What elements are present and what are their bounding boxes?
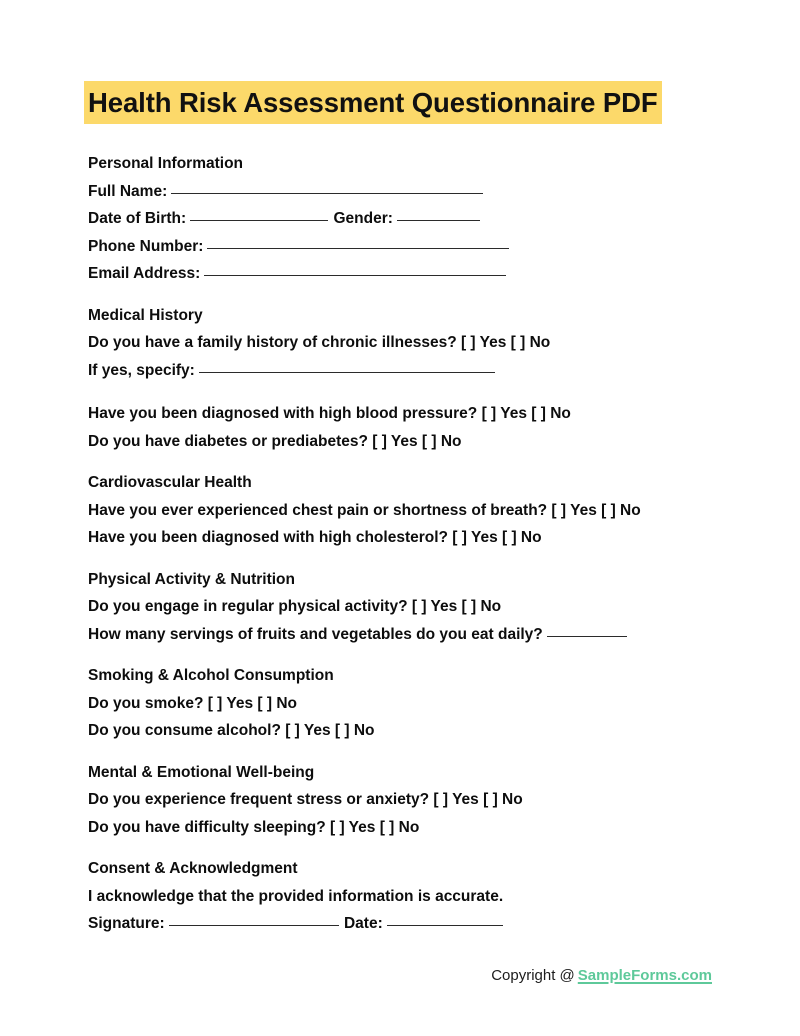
form-label: Do you have difficulty sleeping? [ ] Yes [ ] No (88, 818, 420, 836)
form-label-secondary: Date: (343, 915, 383, 932)
form-label: Do you experience frequent stress or anxiety? [ ] Yes [ ] No (88, 791, 523, 808)
form-line (88, 178, 748, 206)
fill-in-blank[interactable] (171, 180, 483, 194)
form-label: If yes, specify: (88, 361, 195, 379)
footer (491, 964, 712, 988)
form-label: Have you ever experienced chest pain or shortness of breath? [ ] Yes [ ] No (88, 501, 641, 519)
form-label: Do you consume alcohol? [ ] Yes [ ] No (88, 722, 375, 739)
form-line (88, 357, 748, 385)
fill-in-blank[interactable] (204, 262, 506, 276)
sampleforms-link[interactable]: SampleForms.com (577, 967, 712, 984)
form-line (88, 621, 748, 649)
form-section (88, 150, 748, 288)
form-section (88, 469, 748, 552)
form-line (88, 233, 748, 261)
form-label: Do you smoke? [ ] Yes [ ] No (88, 694, 298, 712)
form-section (88, 662, 748, 745)
line-spacer (88, 384, 748, 400)
section-heading: Cardiovascular Health (88, 474, 252, 491)
fill-in-blank[interactable] (397, 207, 480, 221)
form-line (88, 786, 748, 814)
form-label: Full Name: (88, 182, 168, 200)
section-heading: Mental & Emotional Well-being (88, 763, 315, 781)
form-label: Do you have diabetes or prediabetes? [ ] Yes [ ] No (88, 432, 462, 450)
form-label-secondary: Gender: (333, 210, 393, 227)
form-line (88, 428, 748, 456)
form-label: I acknowledge that the provided information is accurate. (88, 887, 504, 905)
form-line (88, 524, 748, 552)
page-title-container (88, 84, 712, 122)
form-section (88, 566, 748, 649)
fill-in-blank[interactable] (547, 623, 627, 637)
form-line (88, 329, 748, 357)
form-line (88, 690, 748, 718)
section-heading: Personal Information (88, 155, 244, 172)
form-label: Phone Number: (88, 237, 204, 255)
fill-in-blank[interactable] (207, 235, 509, 249)
form-line (88, 814, 748, 842)
form-label: Date of Birth: (88, 210, 187, 227)
form-section (88, 855, 748, 938)
form-line (88, 205, 748, 233)
section-heading: Consent & Acknowledgment (88, 860, 298, 877)
form-label: Have you been diagnosed with high blood pressure? [ ] Yes [ ] No (88, 405, 571, 422)
form-line (88, 400, 748, 428)
fill-in-blank[interactable] (169, 912, 339, 926)
form-label: Email Address: (88, 265, 201, 282)
form-line (88, 883, 748, 911)
section-heading: Smoking & Alcohol Consumption (88, 667, 334, 684)
form-line (88, 260, 748, 288)
form-line (88, 717, 748, 745)
fill-in-blank[interactable] (190, 207, 328, 221)
form-line (88, 497, 748, 525)
copyright-text: Copyright @ (491, 967, 575, 984)
fill-in-blank[interactable] (387, 912, 503, 926)
form-section (88, 302, 748, 456)
form-body (88, 150, 748, 938)
form-label: Do you engage in regular physical activity? [ ] Yes [ ] No (88, 598, 502, 615)
form-label: How many servings of fruits and vegetables do you eat daily? (88, 625, 543, 643)
page-title: Health Risk Assessment Questionnaire PDF (88, 81, 658, 124)
form-label: Have you been diagnosed with high cholesterol? [ ] Yes [ ] No (88, 529, 542, 546)
fill-in-blank[interactable] (199, 359, 495, 373)
section-heading: Physical Activity & Nutrition (88, 570, 295, 588)
form-section (88, 759, 748, 842)
form-label: Do you have a family history of chronic illnesses? [ ] Yes [ ] No (88, 334, 551, 351)
form-line (88, 910, 748, 938)
form-line (88, 593, 748, 621)
form-label: Signature: (88, 915, 165, 932)
section-heading: Medical History (88, 306, 203, 324)
